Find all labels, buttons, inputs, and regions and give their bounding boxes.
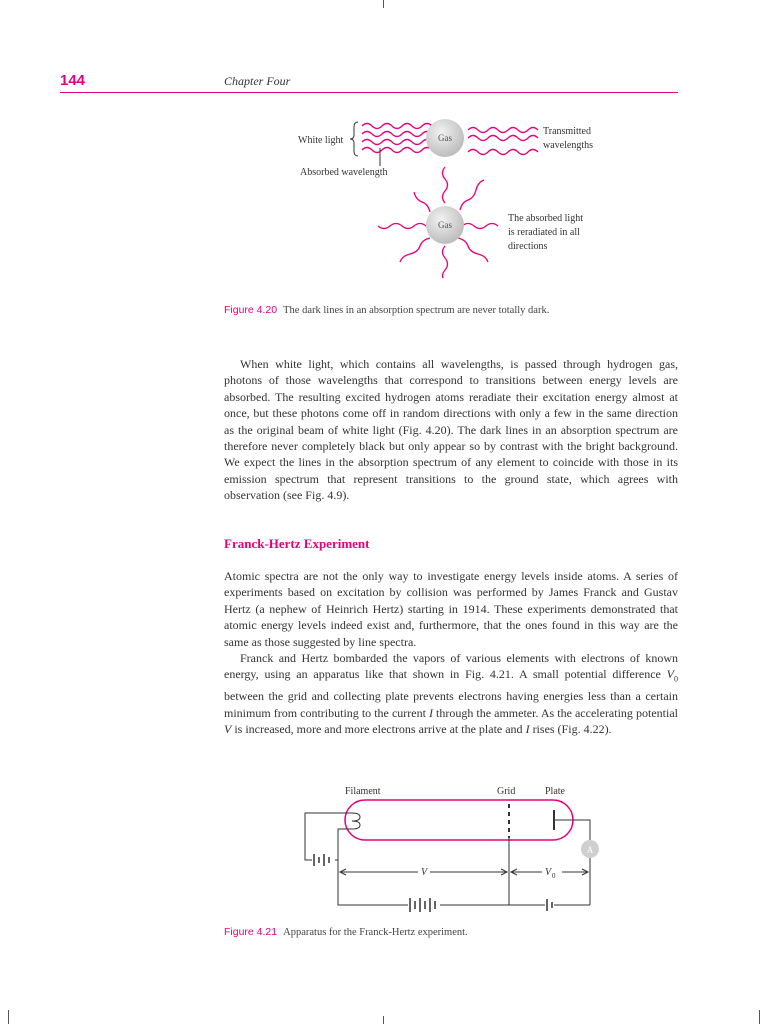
v0-label: V bbox=[545, 867, 552, 878]
filament-label: Filament bbox=[345, 786, 381, 797]
paragraphs-franck-hertz bbox=[224, 568, 678, 737]
crop-mark-bottom-center bbox=[383, 1016, 384, 1024]
running-head: Chapter Four bbox=[224, 74, 291, 88]
figure-4-21-number: Figure 4.21 bbox=[224, 926, 278, 938]
reradiated-wave-upright bbox=[460, 180, 484, 210]
reradiated-wave-downright bbox=[458, 238, 488, 262]
crop-mark-bottom-left bbox=[8, 1010, 9, 1024]
absorbed-wavelength-label: Absorbed wavelength bbox=[300, 167, 388, 178]
v-label: V bbox=[421, 867, 428, 878]
white-light-wave-2 bbox=[362, 132, 432, 137]
plate-label: Plate bbox=[545, 786, 565, 797]
paragraph-absorption bbox=[224, 356, 678, 504]
white-light-brace bbox=[350, 122, 358, 156]
gas-label-bottom: Gas bbox=[438, 220, 452, 230]
reradiated-label-2: is reradiated in all bbox=[508, 227, 580, 238]
white-light-wave-4 bbox=[362, 148, 432, 153]
crop-mark-top bbox=[383, 0, 384, 8]
figure-4-20-caption bbox=[224, 304, 549, 316]
crop-mark-bottom-right bbox=[759, 1010, 760, 1024]
circuit-wiring bbox=[305, 813, 590, 905]
reradiated-wave-up bbox=[443, 167, 448, 203]
filament-battery bbox=[314, 854, 329, 866]
reradiated-wave-right bbox=[462, 224, 498, 229]
transmitted-label-2: wavelengths bbox=[543, 140, 593, 151]
section-heading: Franck-Hertz Experiment bbox=[224, 536, 370, 551]
transmitted-wave-3 bbox=[468, 150, 538, 155]
transmitted-wave-2 bbox=[468, 136, 538, 141]
reradiated-wave-upleft bbox=[414, 192, 430, 212]
reradiated-wave-left bbox=[378, 224, 426, 229]
grid-label: Grid bbox=[497, 786, 516, 797]
header-rule bbox=[60, 92, 678, 93]
reradiated-label-1: The absorbed light bbox=[508, 213, 583, 224]
figure-4-20-number: Figure 4.20 bbox=[224, 304, 278, 316]
ammeter-label: A bbox=[586, 845, 594, 855]
figure-4-20-caption-text: The dark lines in an absorption spectrum are never totally dark. bbox=[283, 305, 550, 316]
retarding-battery bbox=[547, 899, 552, 911]
transmitted-wave-1 bbox=[468, 128, 538, 133]
reradiated-label-3: directions bbox=[508, 241, 548, 252]
reradiated-wave-down bbox=[443, 246, 448, 278]
figure-4-21-apparatus bbox=[290, 780, 620, 920]
reradiated-wave-downleft bbox=[400, 238, 430, 262]
figure-4-20-absorption-diagram bbox=[290, 108, 630, 278]
white-light-wave-3 bbox=[362, 140, 432, 145]
gas-label-top: Gas bbox=[438, 133, 452, 143]
accelerating-battery bbox=[410, 898, 435, 912]
paragraph-3-text: Franck and Hertz bombarded the vapors of various elements with electrons of known energy, using an apparatus like that shown in Fig. 4.21. A small potential difference $V_0$ between the grid and collecting plate prevents electrons having energies less than a certain minimum from contributing to the current I through the ammeter. As the accelerating potential V is increased, more and more electrons arrive at the plate and I rises (Fig. 4.22). bbox=[224, 651, 678, 737]
v0-subscript: 0 bbox=[552, 872, 556, 880]
figure-4-21-caption-text: Apparatus for the Franck-Hertz experiment. bbox=[283, 927, 468, 938]
page-number: 144 bbox=[60, 72, 86, 89]
transmitted-label-1: Transmitted bbox=[543, 126, 591, 137]
white-light-wave-1 bbox=[362, 124, 432, 129]
paragraph-2-text: Atomic spectra are not the only way to investigate energy levels inside atoms. A series of experiments based on excitation by collision was performed by James Franck and Gustav Hertz (a nephew of Heinrich Hertz) starting in 1914. These experiments demonstrated that atomic energy levels indeed exist and, furthermore, that the ones found in this way are the same as those suggested by line spectra. bbox=[224, 569, 678, 649]
filament-coil bbox=[352, 813, 360, 829]
figure-4-21-caption bbox=[224, 926, 468, 938]
vacuum-tube bbox=[345, 800, 573, 840]
white-light-label: White light bbox=[298, 135, 344, 146]
paragraph-1-text: When white light, which contains all wavelengths, is passed through hydrogen gas, photons of those wavelengths that correspond to transitions between energy levels are absorbed. The resulting excited hydrogen atoms reradiate their excitation energy almost at once, but these photons come off in random directions with only a few in the same direction as the original beam of white light (Fig. 4.20). The dark lines in an absorption spectrum are therefore never completely black but only appear so by contrast with the bright background. We expect the lines in the absorption spectrum of any element to coincide with those in its emission spectrum that represent transitions to the ground state, which agrees with observation (see Fig. 4.9). bbox=[224, 357, 678, 503]
